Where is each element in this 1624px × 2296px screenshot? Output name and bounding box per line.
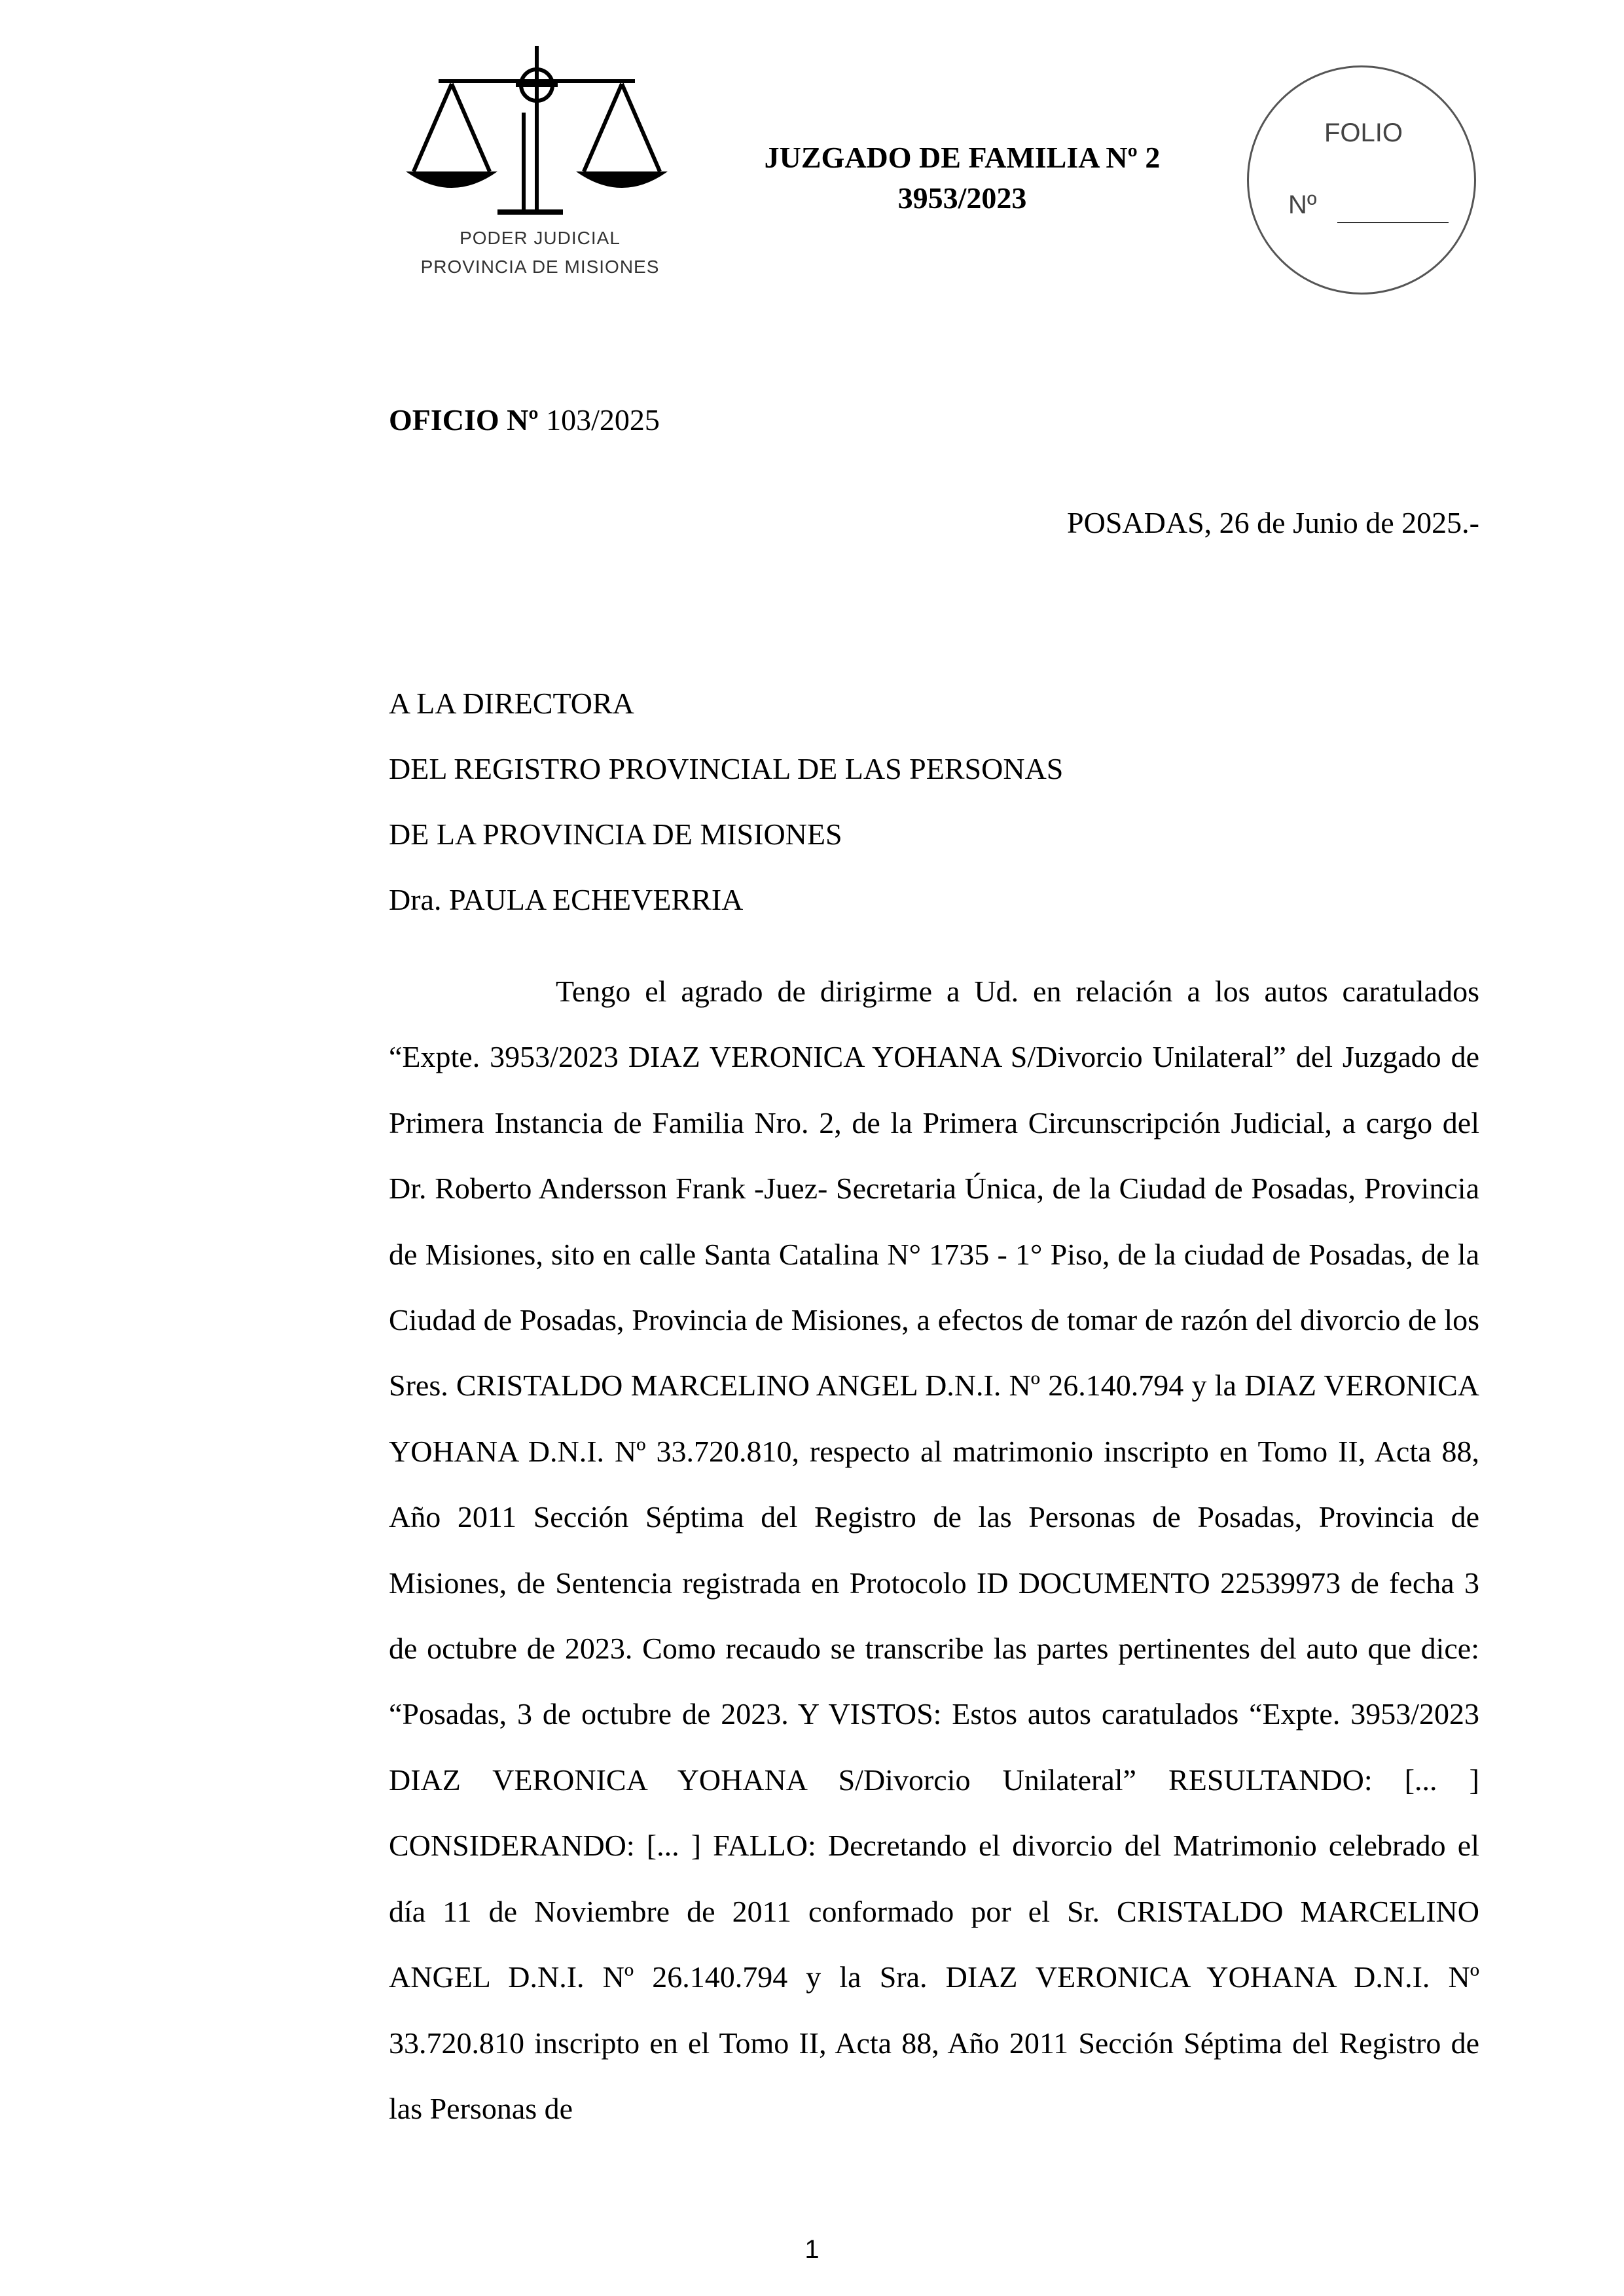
judicial-seal-logo bbox=[399, 41, 681, 289]
seal-text-line1: PODER JUDICIAL bbox=[460, 228, 621, 248]
date-line: POSADAS, 26 de Junio de 2025.- bbox=[1067, 506, 1479, 539]
court-name: JUZGADO DE FAMILIA Nº 2 bbox=[764, 141, 1161, 174]
case-number: 3953/2023 bbox=[897, 181, 1027, 215]
folio-label: FOLIO bbox=[1324, 118, 1403, 147]
seal-text-line2: PROVINCIA DE MISIONES bbox=[420, 257, 660, 277]
folio-number-blank-line bbox=[1337, 222, 1449, 223]
addressee-line-3: DE LA PROVINCIA DE MISIONES bbox=[389, 817, 842, 851]
oficio-label: OFICIO Nº bbox=[389, 403, 539, 437]
addressee-line-4: Dra. PAULA ECHEVERRIA bbox=[389, 883, 744, 916]
addressee-block bbox=[389, 671, 1063, 933]
addressee-line-2: DEL REGISTRO PROVINCIAL DE LAS PERSONAS bbox=[389, 752, 1064, 785]
body-paragraph: Tengo el agrado de dirigirme a Ud. en relación a los autos caratulados “Expte. 3953/2023 DIAZ VERONICA YOHANA S/Divorcio Unilateral” del Juzgado de Primera Instancia de Familia Nro. 2, de la Primera Circunscripción Judicial, a cargo del Dr. Roberto Andersson Frank -Juez- Secretaria Única, de la Ciudad de Posadas, Provincia de Misiones, sito en calle Santa Catalina N° 1735 - 1° Piso, de la ciudad de Posadas, de la Ciudad de Posadas, Provincia de Misiones, a efectos de tomar de razón del divorcio de los Sres. CRISTALDO MARCELINO ANGEL D.N.I. Nº 26.140.794 y la DIAZ VERONICA YOHANA D.N.I. Nº 33.720.810, respecto al matrimonio inscripto en Tomo II, Acta 88, Año 2011 Sección Séptima del Registro de las Personas de Posadas, Provincia de Misiones, de Sentencia registrada en Protocolo ID DOCUMENTO 22539973 de fecha 3 de octubre de 2023. Como recaudo se transcribe las partes pertinentes del auto que dice: “Posadas, 3 de octubre de 2023. Y VISTOS: Estos autos caratulados “Expte. 3953/2023 DIAZ VERONICA YOHANA S/Divorcio Unilateral” RESULTANDO: [... ] CONSIDERANDO: [... ] FALLO: Decretando el divorcio del Matrimonio celebrado el día 11 de Noviembre de 2011 conformado por el Sr. CRISTALDO MARCELINO ANGEL D.N.I. Nº 26.140.794 y la Sra. DIAZ VERONICA YOHANA D.N.I. Nº 33.720.810 inscripto en el Tomo II, Acta 88, Año 2011 Sección Séptima del Registro de las Personas de bbox=[389, 975, 1479, 2125]
folio-stamp bbox=[1247, 65, 1476, 295]
oficio-line bbox=[389, 403, 660, 437]
addressee-line-1: A LA DIRECTORA bbox=[389, 687, 634, 720]
folio-number-label: Nº bbox=[1288, 190, 1317, 219]
page-number: 1 bbox=[804, 2235, 820, 2264]
court-header bbox=[707, 137, 1218, 219]
oficio-number: 103/2025 bbox=[546, 403, 660, 437]
scales-of-justice-icon bbox=[399, 41, 681, 224]
